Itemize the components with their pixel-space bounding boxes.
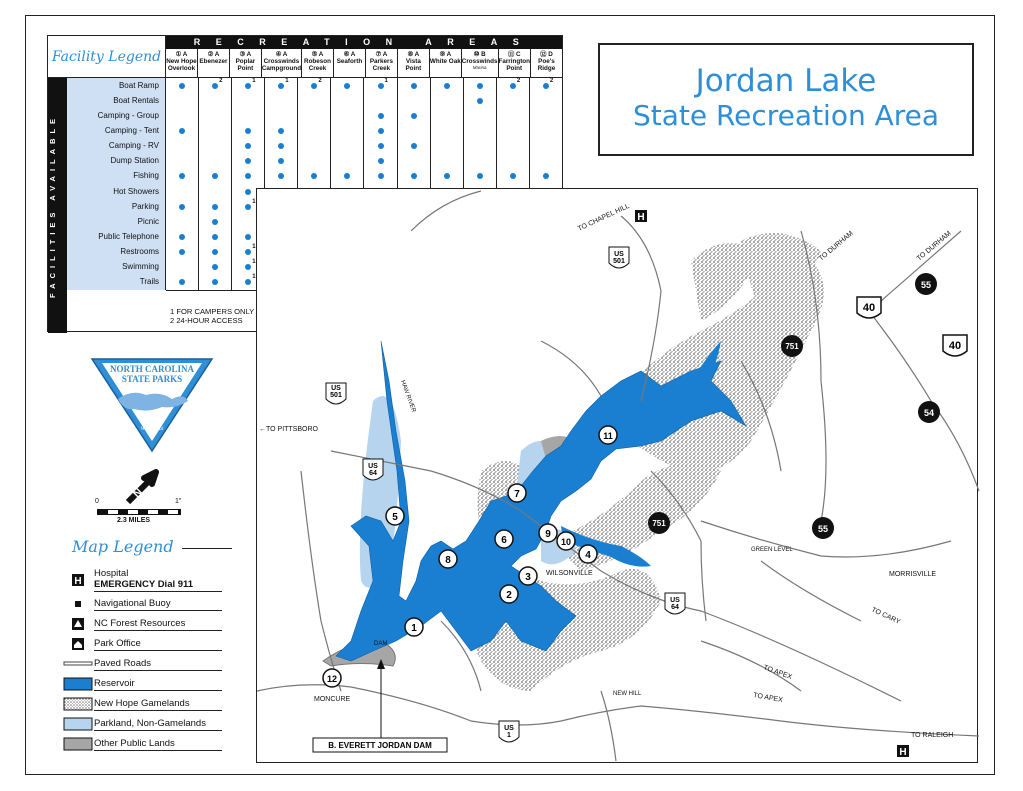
- area-column-header: ⑨ A White Oak: [429, 49, 461, 77]
- facility-available-dot: [179, 234, 185, 240]
- area-column-header: ⑩ B Crosswinds Marina: [461, 49, 498, 77]
- facility-available-dot: [311, 83, 317, 89]
- facility-available-dot: [179, 83, 185, 89]
- area-column-header: ③ A Poplar Point: [229, 49, 261, 77]
- facility-available-dot: [411, 113, 417, 119]
- facility-available-dot: [344, 173, 350, 179]
- area-column-header: ① A New Hope Overlook: [166, 51, 197, 72]
- facility-row-label: Camping - RV: [108, 141, 159, 151]
- footnote-marker: 2: [219, 77, 223, 84]
- svg-text:7: 7: [514, 489, 520, 500]
- svg-text:Wonderful: Wonderful: [140, 426, 164, 432]
- nc-751-shield: [781, 335, 803, 357]
- svg-text:9: 9: [545, 529, 551, 540]
- area-column-header: ④ A Crosswinds Campground: [261, 49, 301, 77]
- svg-text:751: 751: [785, 342, 799, 351]
- facility-available-dot: [311, 173, 317, 179]
- legend-park-office: Park Office: [62, 635, 222, 653]
- nc-751-shield-2: [648, 512, 670, 534]
- legend-hospital: H Hospital EMERGENCY Dial 911: [62, 567, 222, 593]
- facility-available-dot: [245, 143, 251, 149]
- svg-text:US501: US 501: [330, 385, 342, 399]
- svg-text:US1: US 1: [504, 725, 514, 739]
- area-column-header: ⑪ C Farrington Point: [498, 49, 530, 77]
- us-64-shield-2: [665, 593, 685, 614]
- svg-text:NEW HILL: NEW HILL: [613, 691, 642, 697]
- facility-row-label: Parking: [131, 201, 159, 211]
- area-column-header: ⑧ A Vista Point: [397, 49, 429, 77]
- facility-available-dot: [444, 83, 450, 89]
- facility-available-dot: [543, 173, 549, 179]
- site-10[interactable]: [557, 532, 575, 550]
- facility-available-dot: [477, 98, 483, 104]
- facility-available-dot: [245, 128, 251, 134]
- footnote-marker: 1: [252, 274, 256, 281]
- lake-map: [256, 188, 978, 763]
- map-canvas: [257, 189, 979, 764]
- gamelands-icon: [64, 698, 92, 710]
- svg-text:8: 8: [445, 555, 451, 566]
- site-2[interactable]: [500, 585, 518, 603]
- svg-text:6: 6: [501, 535, 507, 546]
- svg-text:TO CARY: TO CARY: [870, 606, 902, 626]
- recreation-area-columns: [166, 49, 562, 78]
- svg-text:TO RALEIGH: TO RALEIGH: [911, 732, 954, 739]
- site-6[interactable]: [495, 530, 513, 548]
- buoy-icon: [74, 600, 82, 608]
- site-12[interactable]: [323, 669, 341, 687]
- public-lands-icon: [64, 738, 92, 750]
- facility-available-dot: [179, 279, 185, 285]
- facility-available-dot: [477, 173, 483, 179]
- svg-text:40: 40: [862, 302, 876, 314]
- facility-legend-title: Facility Legend: [48, 36, 166, 78]
- facility-available-dot: [245, 204, 251, 210]
- site-8[interactable]: [439, 550, 457, 568]
- facility-available-dot: [212, 83, 218, 89]
- nc-state-parks-logo: [88, 355, 216, 455]
- facility-grid-column: [166, 78, 198, 290]
- site-11[interactable]: [599, 426, 617, 444]
- facility-row-label: Dump Station: [110, 156, 159, 166]
- facility-grid-column: [198, 78, 231, 290]
- svg-text:H: H: [899, 747, 907, 758]
- site-1[interactable]: [405, 618, 423, 636]
- facility-available-dot: [245, 234, 251, 240]
- footnote-marker: 1: [252, 198, 256, 205]
- i-40-shield-2: [943, 335, 967, 356]
- facility-available-dot: [344, 83, 350, 89]
- title-line-1: Jordan Lake: [695, 63, 877, 99]
- hospital-icon: [635, 210, 647, 223]
- hospital-icon: [72, 574, 84, 586]
- facilities-available-label: FACILITIES AVAILABLE: [48, 78, 67, 333]
- footnote-marker: 1: [384, 77, 388, 84]
- svg-text:2: 2: [506, 590, 512, 601]
- area-column-header: ⑤ A Robeson Creek: [301, 49, 333, 77]
- legend-parkland: Parkland, Non-Gamelands: [62, 715, 222, 733]
- facility-available-dot: [212, 204, 218, 210]
- facility-available-dot: [378, 173, 384, 179]
- svg-text:MORRISVILLE: MORRISVILLE: [889, 571, 937, 578]
- facility-available-dot: [179, 204, 185, 210]
- svg-text:TO DURHAM: TO DURHAM: [817, 230, 855, 263]
- recreation-areas-band: RECREATION AREAS: [166, 36, 562, 49]
- svg-text:HAW RIVER: HAW RIVER: [399, 379, 417, 414]
- forest-icon: [72, 618, 84, 630]
- svg-text:TO APEX: TO APEX: [752, 692, 784, 705]
- svg-text:TO APEX: TO APEX: [762, 664, 793, 682]
- svg-text:55: 55: [817, 524, 829, 534]
- facility-available-dot: [278, 83, 284, 89]
- svg-text:US501: US 501: [613, 251, 625, 265]
- facility-available-dot: [278, 173, 284, 179]
- facility-available-dot: [278, 143, 284, 149]
- facility-row-label: Hot Showers: [113, 186, 159, 196]
- facility-available-dot: [378, 158, 384, 164]
- map-legend: [62, 537, 220, 763]
- area-column-header: ⑥ A Seaforth: [333, 49, 365, 77]
- site-4[interactable]: [579, 545, 597, 563]
- legend-forest: NC Forest Resources: [62, 615, 222, 633]
- map-title-box: [598, 43, 974, 156]
- facility-available-dot: [378, 113, 384, 119]
- facility-available-dot: [245, 249, 251, 255]
- svg-text:NORTH CAROLINA: NORTH CAROLINA: [110, 364, 194, 374]
- svg-text:12: 12: [326, 674, 338, 684]
- legend-paved-roads: Paved Roads: [62, 655, 222, 673]
- facility-row-labels: [67, 78, 166, 290]
- svg-text:40: 40: [948, 340, 962, 352]
- facility-available-dot: [378, 83, 384, 89]
- svg-text:B. EVERETT JORDAN DAM: B. EVERETT JORDAN DAM: [328, 741, 432, 750]
- footnote-marker: 2: [318, 77, 322, 84]
- notes-col-1: 1 FOR CAMPERS ONLY 2 24-HOUR ACCESS: [170, 307, 255, 325]
- footnote-marker: 1: [252, 77, 256, 84]
- svg-text:TO DURHAM: TO DURHAM: [915, 230, 953, 263]
- site-7[interactable]: [508, 484, 526, 502]
- svg-text:55: 55: [920, 280, 932, 290]
- svg-text:DAM: DAM: [374, 641, 388, 647]
- parkland-icon: [64, 718, 92, 730]
- map-legend-title: Map Legend: [72, 537, 174, 556]
- dam-label: [313, 738, 447, 752]
- facility-row-label: Boat Rentals: [113, 95, 159, 105]
- facility-available-dot: [212, 279, 218, 285]
- svg-text:N: N: [131, 486, 146, 501]
- site-5[interactable]: [386, 507, 404, 525]
- us-501-shield-2: [609, 247, 629, 268]
- site-3[interactable]: [519, 567, 537, 585]
- facility-available-dot: [212, 219, 218, 225]
- road-icon: [64, 661, 92, 667]
- svg-text:4: 4: [585, 550, 591, 561]
- svg-text:3: 3: [525, 572, 531, 583]
- facility-row-label: Camping - Group: [97, 110, 159, 120]
- facility-available-dot: [245, 158, 251, 164]
- facility-available-dot: [179, 173, 185, 179]
- facility-available-dot: [278, 128, 284, 134]
- us-1-shield: [499, 721, 519, 742]
- facility-available-dot: [245, 83, 251, 89]
- svg-text:751: 751: [652, 519, 666, 528]
- footnote-marker: 1: [252, 244, 256, 251]
- footnote-marker: 1: [252, 259, 256, 266]
- facility-available-dot: [212, 234, 218, 240]
- facility-available-dot: [245, 264, 251, 270]
- facility-available-dot: [179, 128, 185, 134]
- facility-row-label: Picnic: [137, 216, 159, 226]
- facility-available-dot: [212, 173, 218, 179]
- map-scale: 0 1" 2.3 MILES: [95, 498, 182, 524]
- facility-available-dot: [278, 158, 284, 164]
- facility-available-dot: [411, 173, 417, 179]
- svg-text:5: 5: [392, 512, 398, 523]
- svg-text:US64: US 64: [670, 597, 680, 611]
- facility-available-dot: [245, 279, 251, 285]
- svg-text:US64: US 64: [368, 463, 378, 477]
- svg-text:11: 11: [603, 431, 613, 441]
- park-office-icon: [72, 638, 84, 650]
- svg-text:H: H: [74, 576, 82, 587]
- nc-55-shield: [915, 273, 937, 295]
- facility-available-dot: [378, 128, 384, 134]
- hospital-icon: [897, 745, 909, 758]
- facility-available-dot: [477, 83, 483, 89]
- svg-text:TO CHAPEL HILL: TO CHAPEL HILL: [576, 202, 631, 233]
- facility-available-dot: [543, 83, 549, 89]
- svg-text:←TO PITTSBORO: ←TO PITTSBORO: [259, 426, 318, 433]
- area-column-header: ② A Ebenezer: [197, 49, 229, 77]
- facility-available-dot: [411, 83, 417, 89]
- svg-text:54: 54: [923, 408, 935, 418]
- facility-available-dot: [510, 173, 516, 179]
- nc-54-shield: [918, 401, 940, 423]
- facility-available-dot: [245, 189, 251, 195]
- facility-row-label: Swimming: [122, 262, 159, 272]
- footnote-marker: 2: [549, 77, 554, 84]
- facility-available-dot: [411, 143, 417, 149]
- svg-text:10: 10: [560, 537, 572, 547]
- svg-text:Naturally: Naturally: [141, 419, 163, 425]
- legend-public-lands: Other Public Lands: [62, 735, 222, 753]
- svg-text:MONCURE: MONCURE: [314, 696, 351, 703]
- legend-reservoir: Reservoir: [62, 675, 222, 693]
- facility-available-dot: [245, 173, 251, 179]
- footnote-marker: 2: [516, 77, 521, 84]
- facility-available-dot: [378, 143, 384, 149]
- site-9[interactable]: [539, 524, 557, 542]
- footnote-marker: 1: [285, 77, 289, 84]
- facility-row-label: Camping - Tent: [104, 126, 159, 135]
- nc-55-shield-2: [812, 517, 834, 539]
- facility-row-label: Boat Ramp: [118, 80, 159, 90]
- area-column-header: ⑦ A Parkers Creek: [365, 49, 397, 77]
- facility-row-label: Public Telephone: [98, 232, 159, 241]
- facility-row-label: Restrooms: [120, 247, 159, 257]
- svg-text:H: H: [637, 212, 645, 223]
- title-line-2: State Recreation Area: [632, 99, 940, 132]
- legend-gamelands: New Hope Gamelands: [62, 695, 222, 713]
- svg-text:GREEN LEVEL: GREEN LEVEL: [751, 547, 793, 553]
- area-column-header: ⑫ D Poe's Ridge: [530, 49, 562, 77]
- facility-available-dot: [444, 173, 450, 179]
- facility-available-dot: [212, 264, 218, 270]
- facility-available-dot: [510, 83, 516, 89]
- facility-row-label: Trails: [139, 277, 159, 287]
- us-501-shield: [326, 383, 346, 404]
- svg-text:1: 1: [411, 623, 417, 634]
- svg-text:WILSONVILLE: WILSONVILLE: [546, 570, 593, 577]
- facility-available-dot: [179, 249, 185, 255]
- us-64-shield: [363, 459, 383, 480]
- reservoir-icon: [64, 678, 92, 690]
- legend-buoy: Navigational Buoy: [62, 595, 222, 613]
- svg-text:STATE PARKS: STATE PARKS: [121, 374, 183, 384]
- facility-available-dot: [212, 249, 218, 255]
- i-40-shield: [857, 297, 881, 318]
- facility-row-label: Fishing: [133, 171, 159, 181]
